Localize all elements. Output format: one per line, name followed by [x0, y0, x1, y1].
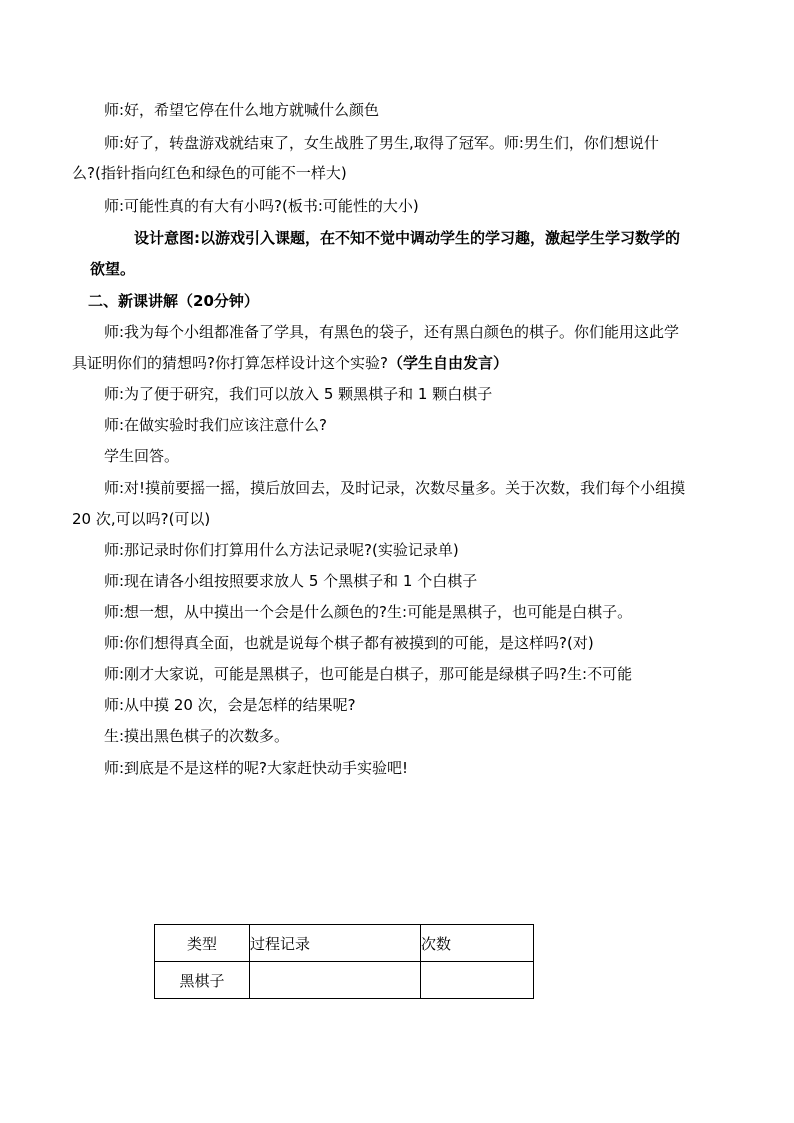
cell-count — [421, 962, 534, 999]
bold-note: （学生自由发言） — [387, 354, 508, 372]
text-line: 师:好了，转盘游戏就结束了，女生战胜了男生,取得了冠军。师:男生们，你们想说什 — [104, 134, 659, 152]
text-line: 师:我为每个小组都准备了学具，有黑色的袋子，还有黑白颜色的棋子。你们能用这此学 — [104, 323, 680, 341]
text-line: 师:好，希望它停在什么地方就喊什么颜色 — [104, 101, 380, 119]
text-line: 师:可能性真的有大有小吗?(板书:可能性的大小) — [104, 197, 419, 215]
header-process: 过程记录 — [250, 925, 421, 962]
text-line: 师:刚才大家说，可能是黑棋子，也可能是白棋子，那可能是绿棋子吗?生:不可能 — [104, 665, 633, 683]
text-line: 么?(指针指向红色和绿色的可能不一样大) — [72, 164, 347, 182]
text-line — [72, 353, 508, 373]
text-line: 师:想一想，从中摸出一个会是什么颜色的?生:可能是黑棋子，也可能是白棋子。 — [104, 603, 633, 621]
text-line: 20 次,可以吗?(可以) — [72, 510, 211, 528]
text-line: 师:现在请各小组按照要求放人 5 个黑棋子和 1 个白棋子 — [104, 572, 478, 590]
text-line: 师:从中摸 20 次，会是怎样的结果呢? — [104, 696, 356, 714]
cell-type: 黑棋子 — [155, 962, 250, 999]
text-line: 生:摸出黑色棋子的次数多。 — [104, 727, 290, 745]
text-line: 师:你们想得真全面，也就是说每个棋子都有被摸到的可能，是这样吗?(对) — [104, 634, 594, 652]
text-line: 师:在做实验时我们应该注意什么? — [104, 416, 328, 434]
header-count: 次数 — [421, 925, 534, 962]
text-line: 师:对!摸前要摇一摇，摸后放回去，及时记录，次数尽量多。关于次数，我们每个小组摸 — [104, 479, 686, 497]
text-line: 师:为了便于研究，我们可以放入 5 颗黑棋子和 1 颗白棋子 — [104, 385, 493, 403]
text-line: 师:到底是不是这样的呢?大家赶快动手实验吧! — [104, 759, 409, 777]
design-intent-line: 欲望。 — [90, 260, 136, 278]
section-heading: 二、新课讲解（20分钟） — [88, 292, 259, 310]
text-line: 学生回答。 — [104, 447, 180, 465]
cell-process — [250, 962, 421, 999]
text-line: 师:那记录时你们打算用什么方法记录呢?(实验记录单) — [104, 541, 459, 559]
header-type: 类型 — [155, 925, 250, 962]
table-row — [155, 962, 534, 999]
design-intent-line: 设计意图:以游戏引入课题，在不知不觉中调动学生的学习趣，激起学生学习数学的 — [134, 229, 681, 247]
table-header-row — [155, 925, 534, 962]
text-span: 具证明你们的猜想吗?你打算怎样设计这个实验? — [72, 354, 388, 372]
experiment-record-table — [154, 924, 534, 999]
